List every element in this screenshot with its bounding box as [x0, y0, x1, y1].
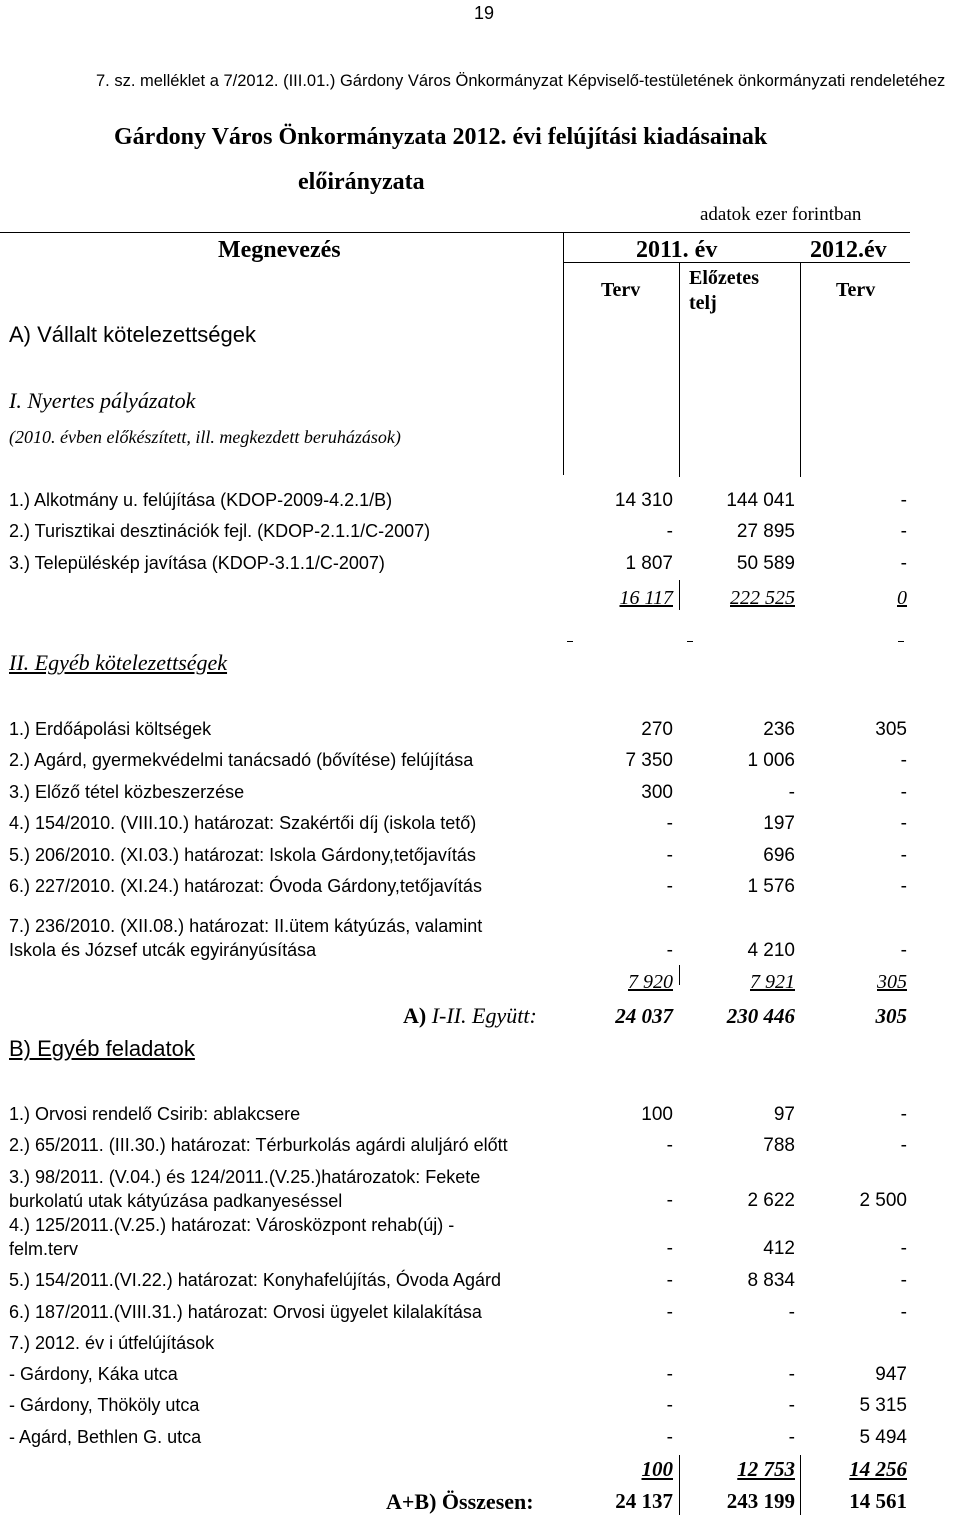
- section-b-title: B) Egyéb feladatok: [9, 1036, 195, 1061]
- group-b-row3-actual: 2 622: [747, 1190, 795, 1211]
- group-b-row7-label: 7.) 2012. év i útfelújítások: [9, 1333, 215, 1353]
- street-row-2012: 5 494: [859, 1427, 907, 1448]
- group-b-row3-plan: -: [666, 1190, 673, 1211]
- column-header-plan-2011: Terv: [601, 279, 641, 301]
- group-2-row-label: 6.) 227/2010. (XI.24.) határozat: Óvoda Gárdony,tetőjavítás: [9, 876, 482, 896]
- group-b-row-2012: -: [900, 1135, 907, 1156]
- group-2-row-actual: 1 576: [747, 876, 795, 897]
- group-2-row-2012: -: [900, 750, 907, 771]
- group-1-row-label: 1.) Alkotmány u. felújítása (KDOP-2009-4.2.1/B): [9, 490, 393, 510]
- grand-total-actual: 243 199: [726, 1489, 795, 1513]
- group-2-subtotal-2012: 305: [877, 971, 907, 993]
- group-1-row-plan: 1 807: [625, 553, 673, 574]
- street-row-plan: -: [666, 1364, 673, 1385]
- street-row-label: - Gárdony, Káka utca: [9, 1364, 178, 1384]
- group-b-row4-2012: -: [900, 1238, 907, 1259]
- group-b-row4-plan: -: [666, 1238, 673, 1259]
- group-b-row-actual: 8 834: [747, 1270, 795, 1291]
- column-header-plan-2012: Terv: [836, 279, 876, 301]
- group-b-row-2012: -: [900, 1104, 907, 1125]
- group-1-title-text: I. Nyertes pályázatok: [9, 388, 196, 413]
- street-row-plan: -: [666, 1395, 673, 1416]
- street-row-label: - Gárdony, Thököly utca: [9, 1395, 200, 1415]
- document-title-line2: előirányzata: [298, 169, 425, 195]
- group-2-row-plan: -: [666, 813, 673, 834]
- group-1-row-plan: -: [666, 521, 673, 542]
- group-b-subtotal-plan: 100: [641, 1457, 673, 1481]
- group-2-row-label: 1.) Erdőápolási költségek: [9, 719, 212, 739]
- group-1-row-2012: -: [900, 490, 907, 511]
- unit-note: adatok ezer forintban: [700, 204, 862, 225]
- grand-total-label: A+B) Összesen:: [386, 1489, 534, 1514]
- group-b-row-label: 5.) 154/2011.(VI.22.) határozat: Konyhafelújítás, Óvoda Agárd: [9, 1270, 501, 1290]
- together-prefix: A): [403, 1003, 427, 1028]
- group-2-row7-2012: -: [900, 940, 907, 961]
- group-1-row-plan: 14 310: [614, 490, 673, 511]
- group-1-row-actual: 144 041: [726, 490, 795, 511]
- group-2-row-2012: -: [900, 876, 907, 897]
- group-b-row-plan: 100: [641, 1104, 673, 1125]
- group-1-row-actual: 27 895: [736, 521, 795, 542]
- group-b-row-actual: 788: [763, 1135, 795, 1156]
- table-top-border: [0, 232, 910, 233]
- street-row-label: - Agárd, Bethlen G. utca: [9, 1427, 202, 1447]
- group-b-row-2012: -: [900, 1270, 907, 1291]
- street-row-2012: 5 315: [859, 1395, 907, 1416]
- group-2-row-plan: 7 350: [625, 750, 673, 771]
- group-b-row4-actual: 412: [763, 1238, 795, 1259]
- grand-total-plan: 24 137: [615, 1489, 673, 1513]
- group-2-row7-label-2: Iskola és József utcák egyirányúsítása: [9, 940, 317, 960]
- group-b-row-actual: -: [788, 1302, 795, 1323]
- column-header-2012: 2012.év: [810, 237, 887, 263]
- group-b-row3-label: 3.) 98/2011. (V.04.) és 124/2011.(V.25.)határozatok: Fekete: [9, 1167, 481, 1187]
- group-2-row7-label: 7.) 236/2010. (XII.08.) határozat: II.ütem kátyúzás, valamint: [9, 916, 483, 936]
- document-title: Gárdony Város Önkormányzata 2012. évi felújítási kiadásainak: [114, 124, 768, 150]
- group-2-row-plan: -: [666, 876, 673, 897]
- group-1-title: [9, 390, 195, 412]
- group-2-title: [9, 652, 227, 674]
- group-2-row-plan: -: [666, 845, 673, 866]
- street-row-actual: -: [788, 1364, 795, 1385]
- group-2-row-plan: 300: [641, 782, 673, 803]
- grand-total-2012: 14 561: [849, 1489, 907, 1513]
- group-1-subtotal-plan: 16 117: [619, 587, 673, 609]
- together-label-text: I-II. Együtt:: [431, 1003, 537, 1028]
- group-b-subtotal-2012: 14 256: [849, 1457, 907, 1481]
- column-header-prelim: Előzetes: [689, 267, 759, 289]
- group-2-row-actual: 1 006: [747, 750, 795, 771]
- group-b-row-2012: -: [900, 1302, 907, 1323]
- together-plan: 24 037: [615, 1004, 673, 1028]
- column-header-prelim-2: telj: [689, 292, 717, 314]
- column-header-2011: 2011. év: [636, 237, 718, 263]
- group-b-row3-label-2: burkolatú utak kátyúzása padkanyeséssel: [9, 1191, 343, 1211]
- group-2-dash-plan: [567, 641, 573, 642]
- group-b-row3-2012: 2 500: [859, 1190, 907, 1211]
- group-2-row-2012: 305: [875, 719, 907, 740]
- together-label: [403, 1005, 537, 1027]
- street-row-2012: 947: [875, 1364, 907, 1385]
- group-2-row7-actual: 4 210: [747, 940, 795, 961]
- group-b-row-plan: -: [666, 1302, 673, 1323]
- group-2-title-text: II. Egyéb kötelezettségek: [9, 650, 228, 675]
- group-b-row4-label-2: felm.terv: [9, 1239, 79, 1259]
- group-2-subtotal-actual: 7 921: [750, 971, 795, 993]
- group-b-row-actual: 97: [773, 1104, 795, 1125]
- group-1-row-2012: -: [900, 553, 907, 574]
- group-1-row-2012: -: [900, 521, 907, 542]
- group-2-row-label: 3.) Előző tétel közbeszerzése: [9, 782, 245, 802]
- column-header-name: Megnevezés: [218, 237, 341, 263]
- group-2-row-actual: 197: [763, 813, 795, 834]
- group-2-row-label: 4.) 154/2010. (VIII.10.) határozat: Szakértői díj (iskola tető): [9, 813, 477, 833]
- group-1-row-actual: 50 589: [736, 553, 795, 574]
- section-a-title: A) Vállalt kötelezettségek: [9, 322, 257, 347]
- group-2-row-2012: -: [900, 845, 907, 866]
- group-2-dash-2012: [898, 641, 904, 642]
- group-1-subtotal-2012: 0: [897, 587, 907, 609]
- group-2-row-label: 5.) 206/2010. (XI.03.) határozat: Iskola Gárdony,tetőjavítás: [9, 845, 476, 865]
- street-row-actual: -: [788, 1427, 795, 1448]
- column-divider-left: [563, 233, 564, 475]
- group-2-row-plan: 270: [641, 719, 673, 740]
- group-b-row-plan: -: [666, 1270, 673, 1291]
- page-number: 19: [474, 3, 495, 23]
- group-2-row-2012: -: [900, 813, 907, 834]
- street-row-plan: -: [666, 1427, 673, 1448]
- group-b-row-label: 6.) 187/2011.(VIII.31.) határozat: Orvosi ügyelet kilalakítása: [9, 1302, 482, 1322]
- group-2-row-actual: 236: [763, 719, 795, 740]
- group-2-row-actual: 696: [763, 845, 795, 866]
- group-2-row-label: 2.) Agárd, gyermekvédelmi tanácsadó (bővítése) felújítása: [9, 750, 474, 770]
- column-divider-right: [800, 262, 801, 477]
- group-b-subtotal-actual: 12 753: [737, 1457, 795, 1481]
- group-2-row-actual: -: [788, 782, 795, 803]
- group-b-row-label: 2.) 65/2011. (III.30.) határozat: Térburkolás agárdi aluljáró előtt: [9, 1135, 508, 1155]
- together-actual: 230 446: [726, 1004, 795, 1028]
- group-b-row4-label: 4.) 125/2011.(V.25.) határozat: Városközpont rehab(új) -: [9, 1215, 455, 1235]
- group-1-subtitle: (2010. évben előkészített, ill. megkezdett beruházások): [9, 427, 401, 447]
- group-1-subtotal-actual: 222 525: [730, 587, 795, 609]
- group-2-subtotal-plan: 7 920: [628, 971, 673, 993]
- group-2-dash-actual: [687, 641, 693, 642]
- group-2-row7-plan: -: [666, 940, 673, 961]
- group-2-row-2012: -: [900, 782, 907, 803]
- annex-note: 7. sz. melléklet a 7/2012. (III.01.) Gárdony Város Önkormányzat Képviselő-testületének önkormányzati rendeletéhez: [96, 72, 946, 90]
- group-b-row-plan: -: [666, 1135, 673, 1156]
- together-2012: 305: [875, 1004, 907, 1028]
- group-1-row-label: 3.) Településkép javítása (KDOP-3.1.1/C-2007): [9, 553, 385, 573]
- group-1-row-label: 2.) Turisztikai desztinációk fejl. (KDOP-2.1.1/C-2007): [9, 521, 431, 541]
- column-divider-middle: [679, 262, 680, 477]
- street-row-actual: -: [788, 1395, 795, 1416]
- group-b-row-label: 1.) Orvosi rendelő Csirib: ablakcsere: [9, 1104, 301, 1124]
